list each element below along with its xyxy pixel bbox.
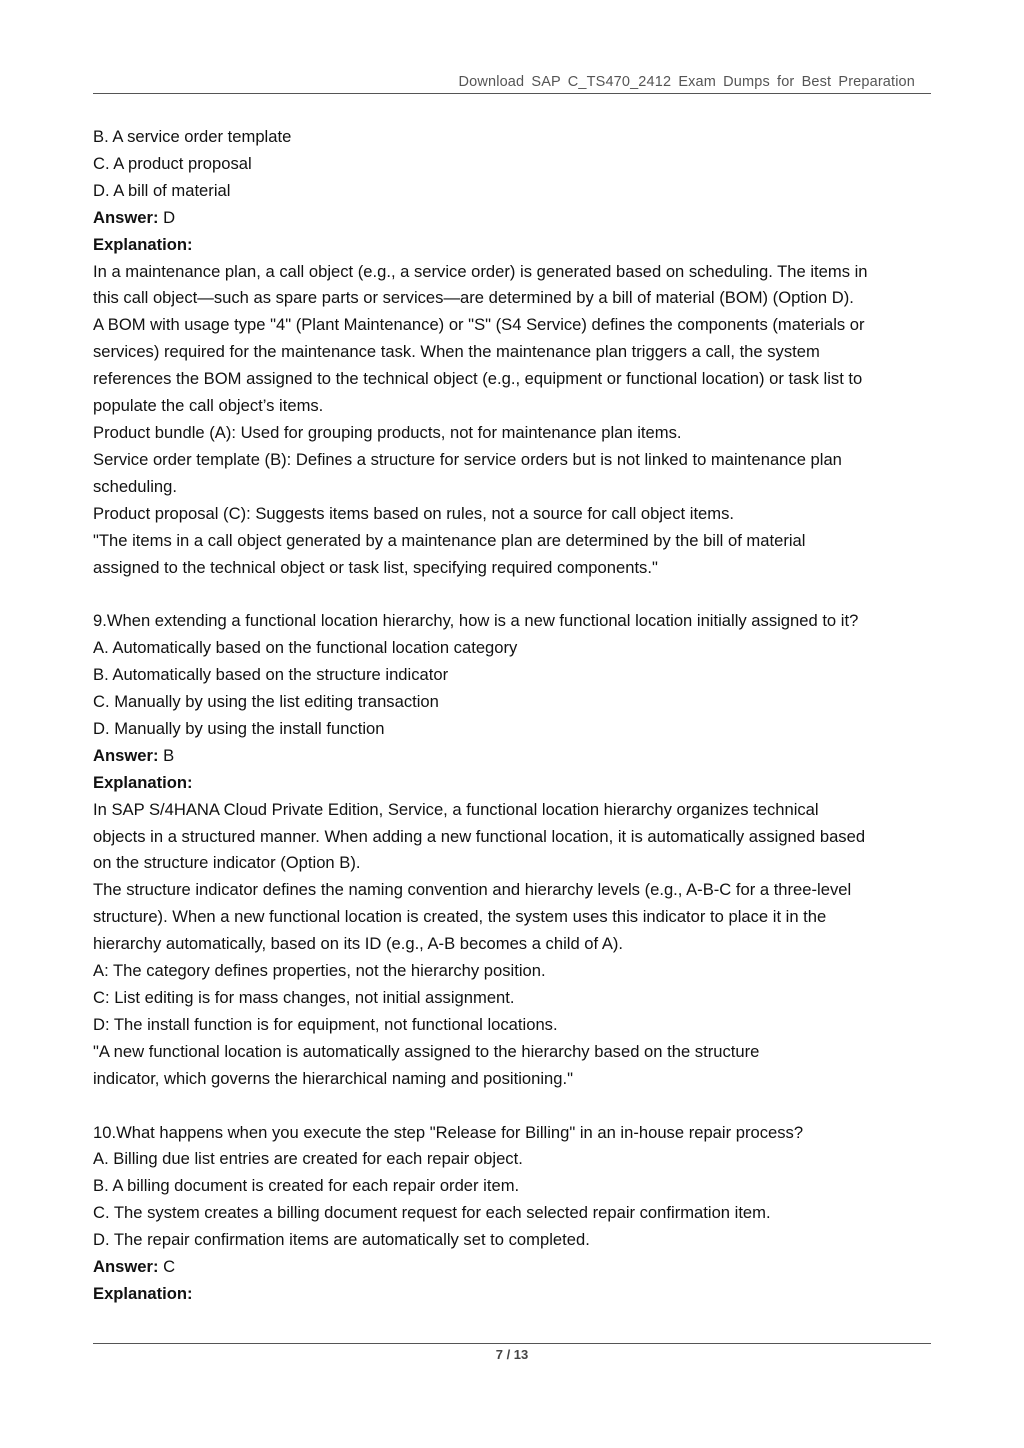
page-number: 7 / 13 <box>495 1347 529 1362</box>
option-c: C. A product proposal <box>93 153 252 173</box>
explanation-line: assigned to the technical object or task list, specifying required components." <box>93 557 658 577</box>
option-d: D. The repair confirmation items are automatically set to completed. <box>93 1230 590 1250</box>
question-text: 10.What happens when you execute the step "Release for Billing" in an in-house repair process? <box>93 1122 804 1142</box>
spacer <box>93 581 938 608</box>
explanation-line: hierarchy automatically, based on its ID (e.g., A-B becomes a child of A). <box>93 934 624 954</box>
explanation-line: Service order template (B): Defines a structure for service orders but is not linked to maintenance plan <box>93 449 842 469</box>
explanation-line: In SAP S/4HANA Cloud Private Edition, Service, a functional location hierarchy organizes technical <box>93 799 819 819</box>
explanation-line: objects in a structured manner. When adding a new functional location, it is automatically assigned based <box>93 826 866 846</box>
explanation-line: structure). When a new functional location is created, the system uses this indicator to place it in the <box>93 907 827 927</box>
explanation-line: D: The install function is for equipment, not functional locations. <box>93 1014 558 1034</box>
answer-value: C <box>158 1257 176 1277</box>
explanation-line: populate the call object’s items. <box>93 396 324 416</box>
answer-label: Answer: <box>93 1257 159 1277</box>
explanation-line: indicator, which governs the hierarchical naming and positioning." <box>93 1068 574 1088</box>
option-a: A. Automatically based on the functional location category <box>93 638 518 658</box>
explanation-line: references the BOM assigned to the technical object (e.g., equipment or functional location) or task list to <box>93 369 863 389</box>
footer-divider <box>93 1343 931 1344</box>
explanation-heading: Explanation: <box>93 234 193 254</box>
option-b: B. A service order template <box>93 127 292 146</box>
option-c: C. The system creates a billing document request for each selected repair confirmation item. <box>93 1203 771 1223</box>
option-b: B. Automatically based on the structure indicator <box>93 665 449 685</box>
explanation-line: Product bundle (A): Used for grouping products, not for maintenance plan items. <box>93 422 682 442</box>
explanation-line: this call object—such as spare parts or services—are determined by a bill of material (BOM) (Option D). <box>93 288 854 308</box>
option-d: D. Manually by using the install function <box>93 718 385 738</box>
explanation-heading: Explanation: <box>93 772 193 792</box>
option-c: C. Manually by using the list editing transaction <box>93 692 439 712</box>
explanation-line: A BOM with usage type "4" (Plant Maintenance) or "S" (S4 Service) defines the components (materials or <box>93 315 865 335</box>
answer-line <box>93 743 938 770</box>
page-content <box>93 124 938 1308</box>
page-header <box>93 72 931 94</box>
explanation-line: C: List editing is for mass changes, not initial assignment. <box>93 987 515 1007</box>
question-text: 9.When extending a functional location hierarchy, how is a new functional location initially assigned to it? <box>93 611 859 631</box>
explanation-line: Product proposal (C): Suggests items based on rules, not a source for call object items. <box>93 503 735 523</box>
explanation-line: In a maintenance plan, a call object (e.g., a service order) is generated based on scheduling. The items in <box>93 261 868 281</box>
option-d: D. A bill of material <box>93 180 231 200</box>
answer-value: D <box>158 207 176 227</box>
explanation-heading: Explanation: <box>93 1283 193 1303</box>
option-b: B. A billing document is created for each repair order item. <box>93 1176 520 1196</box>
explanation-line: services) required for the maintenance task. When the maintenance plan triggers a call, the system <box>93 342 820 362</box>
answer-label: Answer: <box>93 207 159 227</box>
header-text: Download SAP C_TS470_2412 Exam Dumps for Best Preparation <box>458 74 915 90</box>
explanation-line: "A new functional location is automatically assigned to the hierarchy based on the structure <box>93 1041 760 1061</box>
answer-line <box>93 1254 938 1281</box>
answer-line <box>93 205 938 232</box>
explanation-line: on the structure indicator (Option B). <box>93 853 361 873</box>
explanation-line: A: The category defines properties, not the hierarchy position. <box>93 961 546 981</box>
answer-value: B <box>158 745 175 765</box>
explanation-line: "The items in a call object generated by a maintenance plan are determined by the bill of material <box>93 530 806 550</box>
spacer <box>93 1093 938 1120</box>
explanation-line: scheduling. <box>93 476 177 496</box>
option-a: A. Billing due list entries are created for each repair object. <box>93 1149 523 1169</box>
explanation-line: The structure indicator defines the naming convention and hierarchy levels (e.g., A-B-C for a three-level <box>93 880 852 900</box>
answer-label: Answer: <box>93 745 159 765</box>
